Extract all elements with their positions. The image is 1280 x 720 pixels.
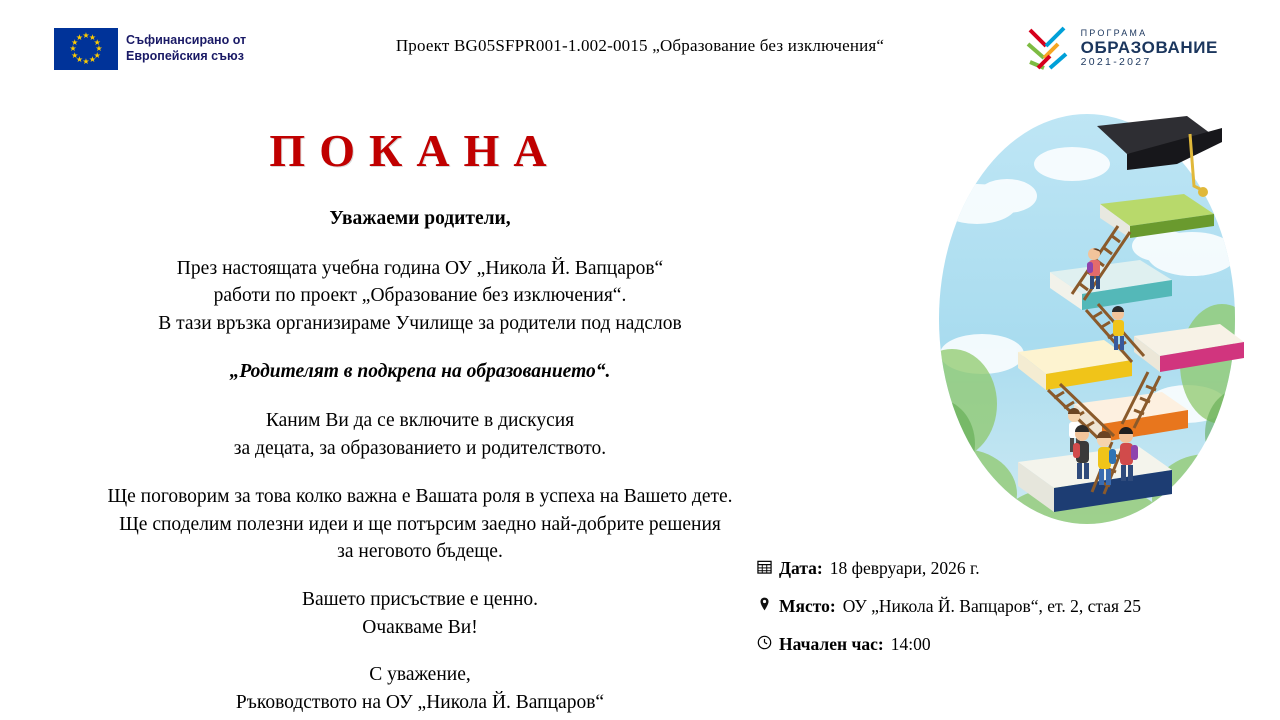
eu-star-icon: ★ [71,50,79,60]
paragraph-1-line-2: работи по проект „Образование без изключения“. [213,285,627,307]
paragraph-1 [20,255,820,338]
invitation-body [20,205,820,717]
detail-value-time: 14:00 [890,634,931,654]
eu-star-icon: ★ [82,57,90,66]
closing-block [20,661,820,716]
program-logo-text [1081,28,1218,69]
detail-label-location: Място: [779,596,836,616]
location-pin-icon [756,596,772,616]
detail-row-time [756,634,1256,655]
eu-cofunding-line2: Европейския съюз [126,49,244,63]
eu-star-icon: ★ [82,31,90,40]
document-header [0,0,1280,90]
paragraph-3-line-3: за неговото бъдеще. [337,541,503,563]
closing-line-1: С уважение, [369,664,471,686]
paragraph-3-line-2: Ще споделим полезни идеи и ще потърсим заедно най-добрите решения [119,513,721,535]
detail-value-location: ОУ „Никола Й. Вапцаров“, ет. 2, стая 25 [842,596,1141,616]
paragraph-1-line-1: През настоящата учебна година ОУ „Никола Й. Вапцаров“ [176,257,664,279]
eu-star-icon: ★ [93,37,101,47]
paragraph-4-line-2: Очакваме Ви! [362,616,478,638]
eu-star-icon: ★ [75,55,84,65]
paragraph-3-line-1: Ще поговорим за това колко важна е Вашата роля в успеха на Вашето дете. [107,485,733,507]
detail-label-time: Начален час: [779,634,884,654]
project-title: Проект BG05SFPR001-1.002-0015 „Образование без изключения“ [395,36,885,55]
eu-star-icon: ★ [71,37,79,47]
books-ladder-graduation-illustration [922,104,1252,534]
event-details [756,558,1256,672]
detail-label-date: Дата: [779,558,823,578]
paragraph-1-line-3: В тази връзка организираме Училище за родители под надслов [158,313,682,335]
detail-value-date: 18 февруари, 2026 г. [829,558,980,578]
invitation-heading: ПОКАНА [269,125,561,176]
motto: „Родителят в подкрепа на образованието“. [229,360,611,382]
eu-star-icon: ★ [75,32,84,42]
eu-cofunding-line1: Съфинансирано от [126,33,247,48]
paragraph-2-line-2: за децата, за образованието и родителството. [233,438,607,460]
eu-star-icon: ★ [88,32,97,42]
paragraph-2-line-1: Каним Ви да се включите в дискусия [265,410,575,432]
calendar-icon [756,559,772,578]
clock-icon [756,635,772,654]
paragraph-3 [20,483,820,566]
program-education-logo [1024,24,1218,72]
eu-star-icon: ★ [95,44,103,53]
program-logo-line3: 2021-2027 [1080,55,1152,68]
paragraph-4 [20,586,820,641]
paragraph-4-line-1: Вашето присъствие е ценно. [301,588,539,610]
eu-star-icon: ★ [69,44,77,53]
program-mark-icon [1024,24,1072,72]
detail-row-date [756,558,1256,579]
detail-row-location [756,596,1256,617]
eu-star-icon: ★ [88,55,97,65]
program-logo-line2: ОБРАЗОВАНИЕ [1080,37,1218,57]
closing-line-2: Ръководството на ОУ „Никола Й. Вапцаров“ [235,691,605,713]
paragraph-2 [20,407,820,462]
eu-star-icon: ★ [93,50,101,60]
salutation: Уважаеми родители, [329,208,511,229]
program-logo-line1: ПРОГРАМА [1080,27,1148,38]
